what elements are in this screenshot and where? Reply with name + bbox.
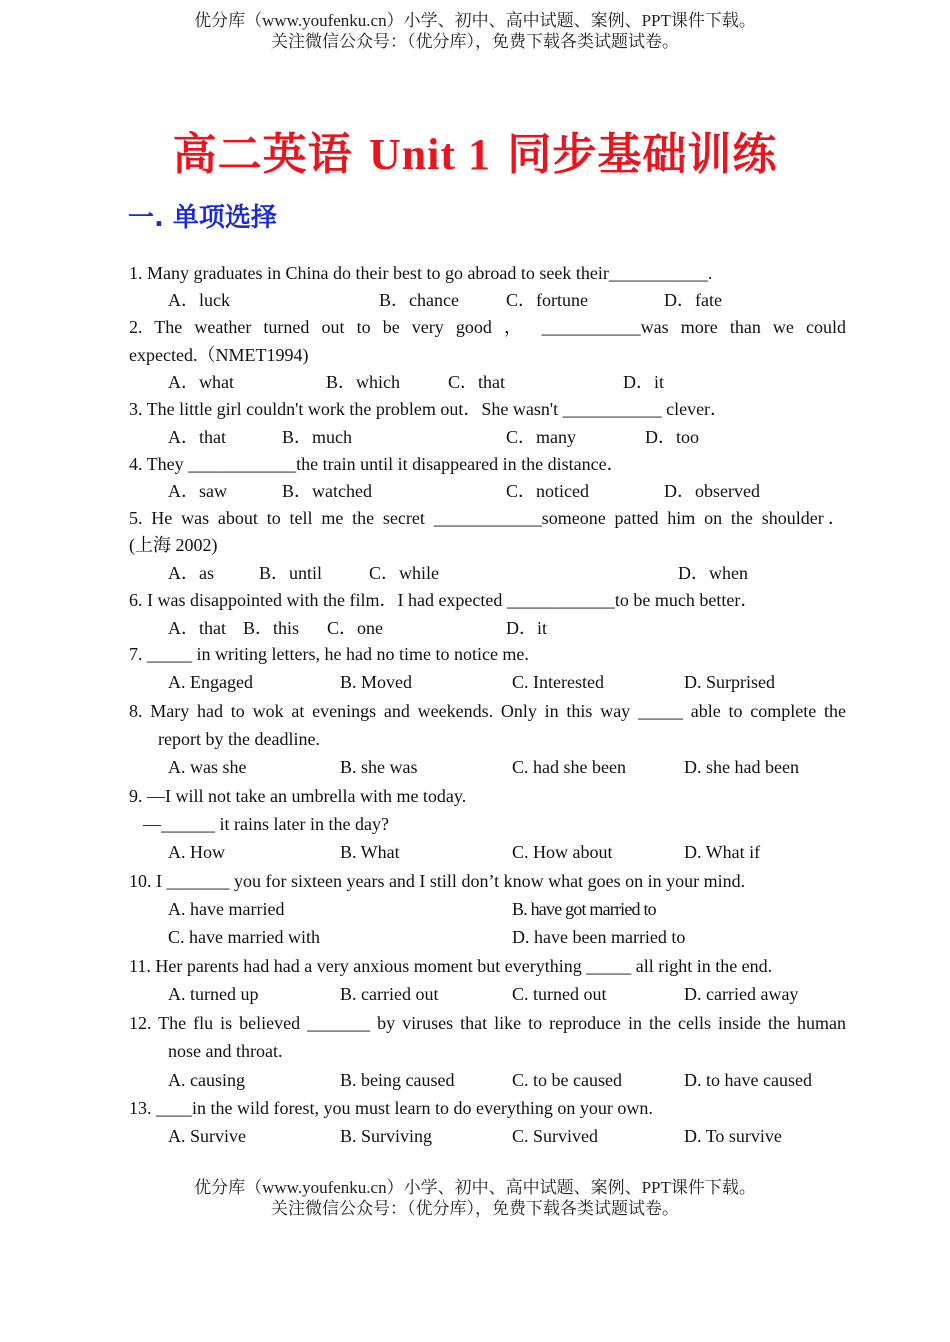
question-7-stem: 7. _____ in writing letters, he had no time to notice me. <box>129 644 529 664</box>
q13-option-c: C. Survived <box>512 1126 599 1146</box>
q3-option-a: A．that <box>168 427 226 447</box>
q8-option-b: B. she was <box>340 757 418 777</box>
q1-option-c: C．fortune <box>506 290 588 310</box>
q8-option-d: D. she had been <box>684 757 799 777</box>
q6-option-d: D．it <box>506 618 548 638</box>
question-3-stem: 3. The little girl couldn't work the problem out．She wasn't ___________ clever． <box>129 399 729 419</box>
q10-option-d: D. have been married to <box>512 927 686 947</box>
q11-option-d: D. carried away <box>684 984 799 1004</box>
question-9-stem: 9. —I will not take an umbrella with me today. <box>129 786 467 806</box>
title-en: Unit 1 <box>368 130 492 179</box>
header-line-2: 关注微信公众号：（优分库），免费下载各类试题试卷。 <box>271 32 679 51</box>
q6-option-a: A．that <box>168 618 226 638</box>
q4-option-a: A．saw <box>168 481 227 501</box>
question-4-stem: 4. They ____________the train until it disappeared in the distance． <box>129 454 625 474</box>
q11-option-a: A. turned up <box>168 984 259 1004</box>
q4-option-b: B．watched <box>282 481 372 501</box>
footer-line-2: 关注微信公众号：（优分库），免费下载各类试题试卷。 <box>271 1199 679 1218</box>
q7-option-a: A. Engaged <box>168 672 253 692</box>
page-header <box>0 10 950 52</box>
q5-option-a: A．as <box>168 563 214 583</box>
q9-option-d: D. What if <box>684 842 761 862</box>
q2-option-b: B．which <box>326 372 400 392</box>
question-12-stem: 12. The flu is believed _______ by viruses that like to reproduce in the cells inside the human <box>129 1013 846 1033</box>
q11-option-b: B. carried out <box>340 984 439 1004</box>
section-heading: 一. 单项选择 <box>128 203 277 233</box>
question-2-stem-cont: expected.（NMET1994) <box>129 345 309 365</box>
q12-option-d: D. to have caused <box>684 1070 812 1090</box>
question-13-stem: 13. ____in the wild forest, you must learn to do everything on your own. <box>129 1098 653 1118</box>
q5-option-b: B．until <box>259 563 323 583</box>
q7-option-d: D. Surprised <box>684 672 775 692</box>
q2-option-a: A．what <box>168 372 234 392</box>
q10-option-c: C. have married with <box>168 927 320 947</box>
q7-option-c: C. Interested <box>512 672 604 692</box>
header-line-1: 优分库（www.youfenku.cn）小学、初中、高中试题、案例、PPT课件下载。 <box>194 11 756 30</box>
q13-option-a: A. Survive <box>168 1126 246 1146</box>
q13-option-b: B. Surviving <box>340 1126 433 1146</box>
q3-option-b: B．much <box>282 427 352 447</box>
title-cn-right: 同步基础训练 <box>507 129 778 180</box>
q6-option-b: B．this <box>243 618 300 638</box>
q12-option-b: B. being caused <box>340 1070 455 1090</box>
q11-option-c: C. turned out <box>512 984 607 1004</box>
q1-option-b: B．chance <box>379 290 459 310</box>
question-9-stem-cont: —______ it rains later in the day? <box>143 814 389 834</box>
q2-option-c: C．that <box>448 372 505 392</box>
footer-line-1: 优分库（www.youfenku.cn）小学、初中、高中试题、案例、PPT课件下载。 <box>194 1178 756 1197</box>
title-cn-left: 高二英语 <box>172 129 353 180</box>
question-5-stem: 5. He was about to tell me the secret ____________someone patted him on the shoulder． <box>129 508 846 528</box>
q1-option-a: A．luck <box>168 290 230 310</box>
q5-option-c: C．while <box>369 563 439 583</box>
q1-option-d: D．fate <box>664 290 722 310</box>
q8-option-a: A. was she <box>168 757 247 777</box>
q2-option-d: D．it <box>623 372 665 392</box>
q9-option-c: C. How about <box>512 842 613 862</box>
q12-option-a: A. causing <box>168 1070 245 1090</box>
question-12-stem-cont: nose and throat. <box>168 1041 283 1061</box>
q5-option-d: D．when <box>678 563 748 583</box>
question-8-stem-cont: report by the deadline. <box>158 729 320 749</box>
question-11-stem: 11. Her parents had had a very anxious moment but everything _____ all right in the end. <box>129 956 773 976</box>
q7-option-b: B. Moved <box>340 672 412 692</box>
q9-option-b: B. What <box>340 842 400 862</box>
question-8-stem: 8. Mary had to wok at evenings and weekends. Only in this way _____ able to complete the <box>129 701 846 721</box>
q10-option-a: A. have married <box>168 899 285 919</box>
question-10-stem: 10. I _______ you for sixteen years and I still don’t know what goes on in your mind. <box>129 871 746 891</box>
page-title <box>0 118 950 182</box>
q4-option-c: C．noticed <box>506 481 589 501</box>
q4-option-d: D．observed <box>664 481 760 501</box>
question-1-stem: 1. Many graduates in China do their best to go abroad to seek their___________. <box>129 263 713 283</box>
question-6-stem: 6. I was disappointed with the film．I had expected ____________to be much better． <box>129 590 759 610</box>
question-2-stem: 2. The weather turned out to be very good ， ___________was more than we could <box>129 317 846 337</box>
q12-option-c: C. to be caused <box>512 1070 622 1090</box>
q10-option-b: B. have got married to <box>512 899 656 919</box>
question-5-stem-cont: (上海 2002) <box>129 535 218 555</box>
page-footer <box>0 1177 950 1219</box>
q6-option-c: C．one <box>327 618 383 638</box>
q3-option-c: C．many <box>506 427 576 447</box>
q9-option-a: A. How <box>168 842 225 862</box>
q13-option-d: D. To survive <box>684 1126 782 1146</box>
q3-option-d: D．too <box>645 427 699 447</box>
q8-option-c: C. had she been <box>512 757 626 777</box>
